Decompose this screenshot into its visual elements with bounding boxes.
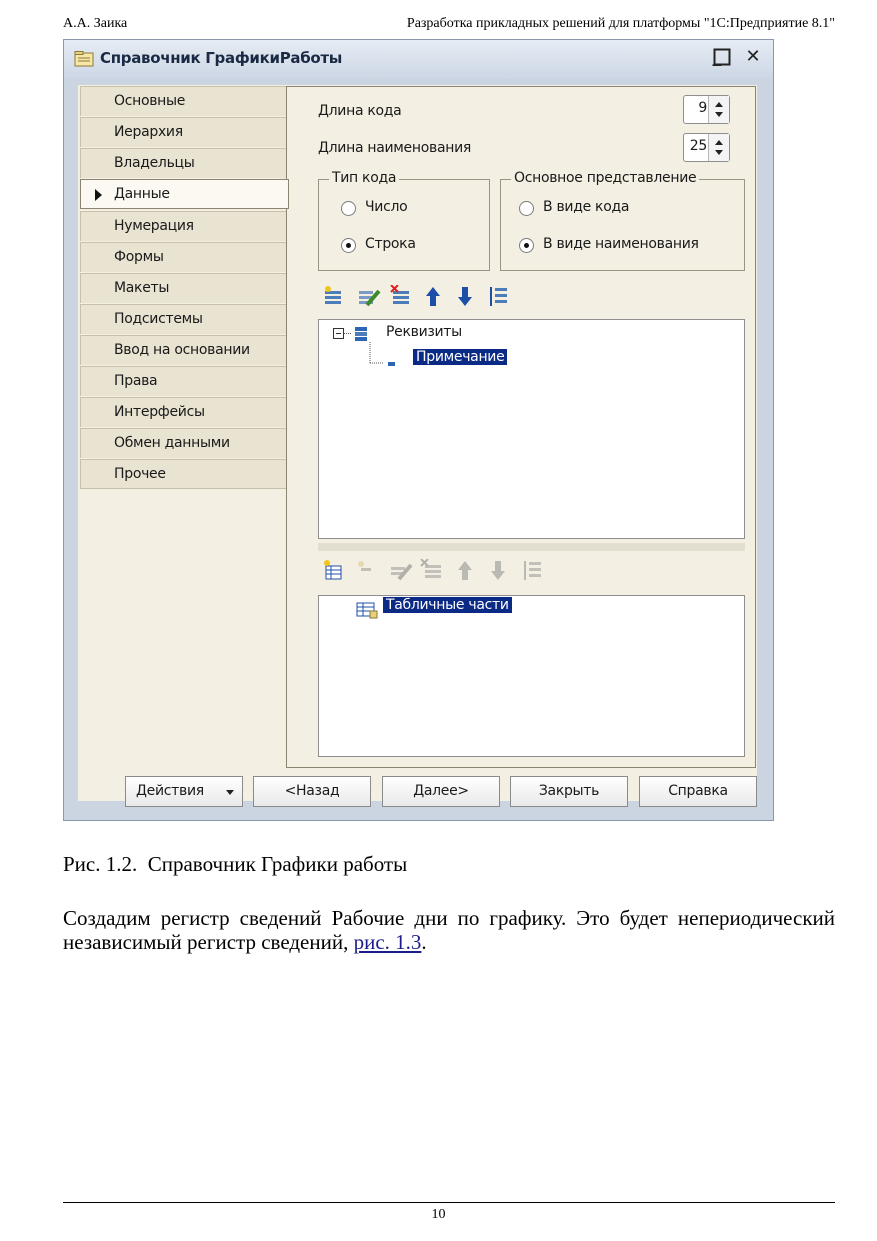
back-button[interactable]: <Назад <box>253 776 371 807</box>
code-length-value: 9 <box>698 100 707 116</box>
arrow-up-icon <box>715 140 723 145</box>
header-author: А.А. Заика <box>63 16 128 31</box>
catalog-window <box>63 39 774 821</box>
tab-numeratsiya[interactable] <box>80 211 287 241</box>
stepper-buttons[interactable] <box>708 96 729 123</box>
catalog-icon <box>74 51 94 67</box>
tab-label: Подсистемы <box>114 311 203 327</box>
tab-ierarkhiya[interactable] <box>80 117 287 147</box>
radio-as-code-label: В виде кода <box>543 199 630 215</box>
radio-string[interactable] <box>341 238 356 253</box>
edit-icon[interactable] <box>391 565 411 579</box>
page-number: 10 <box>431 1207 446 1222</box>
paragraph-tail: . <box>421 930 427 954</box>
tab-content-panel <box>286 86 756 768</box>
move-up-icon[interactable] <box>458 561 472 580</box>
tab-label: Владельцы <box>114 155 195 171</box>
tab-formy[interactable] <box>80 242 287 272</box>
tree-node-attributes[interactable]: Реквизиты <box>386 324 462 340</box>
window-titlebar <box>64 40 773 78</box>
radio-as-code[interactable] <box>519 201 534 216</box>
sort-icon[interactable] <box>491 287 507 306</box>
tab-label: Обмен данными <box>114 435 230 451</box>
minimize-button[interactable]: _ <box>712 46 722 67</box>
attribute-icon <box>370 353 396 367</box>
delete-attribute-icon[interactable] <box>391 285 409 304</box>
paragraph-text: Создадим регистр сведений Рабочие дни по графику. Это будет непериодический независимый регистр сведений, <box>63 906 835 954</box>
move-down-icon[interactable] <box>491 561 505 580</box>
footer-rule <box>63 1202 835 1203</box>
tabular-part-icon <box>356 601 378 619</box>
figure-link[interactable]: рис. 1.3 <box>353 930 422 954</box>
window-title: Справочник ГрафикиРаботы <box>100 49 343 67</box>
maximize-button[interactable] <box>711 46 733 68</box>
tree-node-note[interactable]: Примечание <box>413 349 507 365</box>
next-button[interactable]: Далее> <box>382 776 500 807</box>
arrow-up-icon <box>715 102 723 107</box>
add-column-icon[interactable] <box>358 561 371 571</box>
tab-dannye[interactable] <box>80 179 289 209</box>
tree-node-tabular-parts[interactable]: Табличные части <box>383 597 512 613</box>
tab-label: Ввод на основании <box>114 342 250 358</box>
tab-osnovnye[interactable] <box>80 86 287 116</box>
tab-label: Данные <box>114 186 170 202</box>
tab-vvod-na-osnovanii[interactable] <box>80 335 287 365</box>
tab-prochee[interactable] <box>80 459 287 489</box>
tab-label: Формы <box>114 249 164 265</box>
add-tabular-part-icon[interactable] <box>324 560 341 579</box>
arrow-down-icon <box>715 150 723 155</box>
tab-podsistemy[interactable] <box>80 304 287 334</box>
dropdown-arrow-icon <box>226 790 234 795</box>
radio-number-label: Число <box>365 199 408 215</box>
tab-label: Права <box>114 373 158 389</box>
actions-label: Действия <box>136 783 204 799</box>
sort-icon[interactable] <box>523 559 547 583</box>
tab-label: Интерфейсы <box>114 404 205 420</box>
add-attribute-icon[interactable] <box>325 286 341 304</box>
code-type-group <box>318 170 490 271</box>
name-length-value: 25 <box>689 138 707 154</box>
code-type-legend: Тип кода <box>329 170 399 186</box>
arrow-down-icon <box>715 112 723 117</box>
tab-label: Иерархия <box>114 124 183 140</box>
tab-prava[interactable] <box>80 366 287 396</box>
tab-interfeysy[interactable] <box>80 397 287 427</box>
radio-string-label: Строка <box>365 236 416 252</box>
actions-button[interactable] <box>125 776 243 807</box>
code-length-label: Длина кода <box>318 103 402 119</box>
active-tab-arrow-icon <box>95 189 102 201</box>
body-paragraph <box>63 906 835 954</box>
header-book-title: Разработка прикладных решений для платформы "1С:Предприятие 8.1" <box>406 16 835 31</box>
move-down-icon[interactable] <box>458 287 472 306</box>
close-window-button[interactable]: ✕ <box>745 46 761 67</box>
maximize-icon <box>713 48 731 66</box>
help-button[interactable]: Справка <box>639 776 757 807</box>
attributes-tree[interactable] <box>318 319 745 539</box>
attributes-toolbar <box>323 285 523 309</box>
close-button[interactable]: Закрыть <box>510 776 628 807</box>
tabular-toolbar <box>323 559 523 583</box>
tab-label: Прочее <box>114 466 166 482</box>
radio-as-name[interactable] <box>519 238 534 253</box>
radio-as-name-label: В виде наименования <box>543 236 699 252</box>
tab-label: Основные <box>114 93 186 109</box>
code-length-stepper[interactable] <box>683 95 730 124</box>
tab-obmen-dannymi[interactable] <box>80 428 287 458</box>
tabular-parts-tree[interactable] <box>318 595 745 757</box>
stepper-buttons[interactable] <box>708 134 729 161</box>
radio-number[interactable] <box>341 201 356 216</box>
tab-label: Нумерация <box>114 218 194 234</box>
edit-attribute-icon[interactable] <box>359 291 379 305</box>
tab-vladeltsy[interactable] <box>80 148 287 178</box>
name-length-label: Длина наименования <box>318 140 471 156</box>
move-up-icon[interactable] <box>426 287 440 306</box>
figure-caption: Рис. 1.2. Справочник Графики работы <box>63 852 408 876</box>
tab-label: Макеты <box>114 280 170 296</box>
name-length-stepper[interactable] <box>683 133 730 162</box>
main-presentation-legend: Основное представление <box>511 170 699 186</box>
splitter[interactable] <box>318 543 745 551</box>
tab-makety[interactable] <box>80 273 287 303</box>
main-presentation-group <box>500 170 745 271</box>
attributes-folder-icon <box>354 326 368 342</box>
delete-icon[interactable] <box>421 559 441 578</box>
